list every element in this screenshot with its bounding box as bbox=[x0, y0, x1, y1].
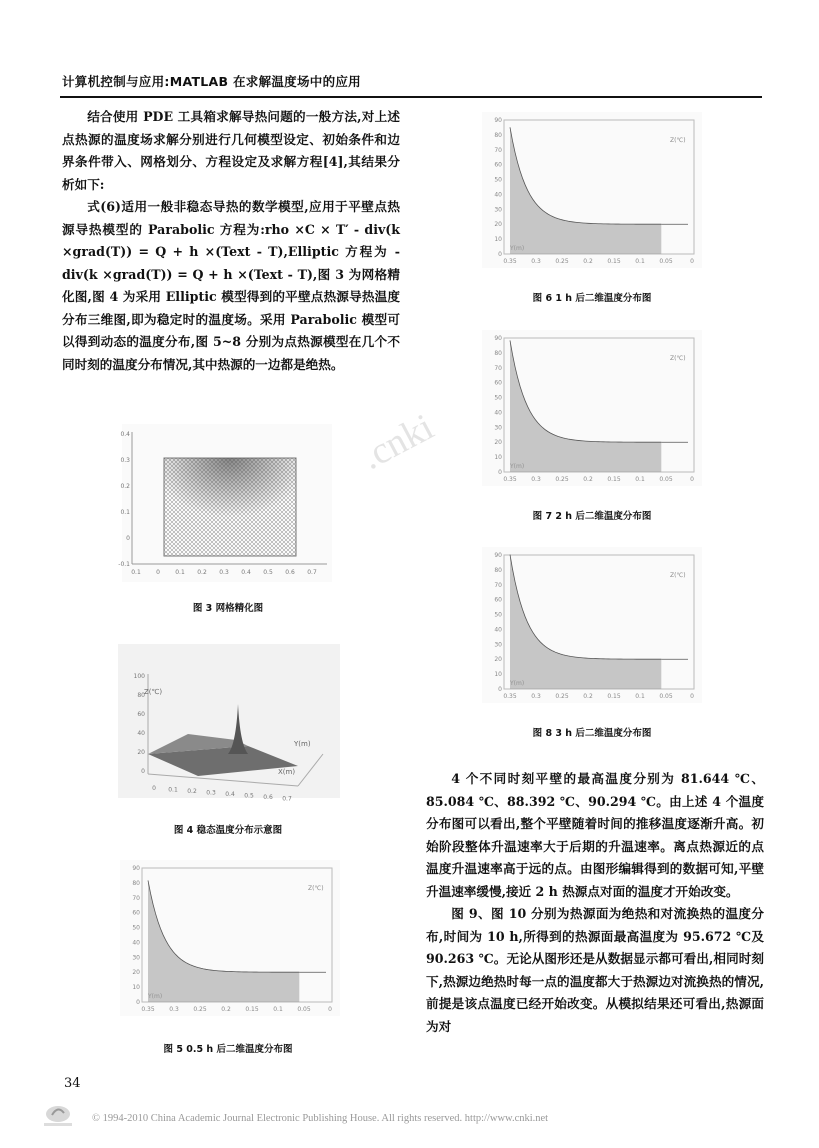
temperature-area bbox=[510, 340, 661, 472]
fig4-y-label: Y(m) bbox=[294, 740, 311, 748]
x-tick-label: 0 bbox=[690, 693, 694, 700]
x-tick-label: 0 bbox=[690, 258, 694, 265]
running-header: 计算机控制与应用:MATLAB 在求解温度场中的应用 bbox=[62, 74, 361, 89]
x-tick-label: 0.35 bbox=[141, 1006, 155, 1013]
y-tick-label: 0.3 bbox=[120, 457, 130, 464]
x-tick-label: 0.7 bbox=[307, 569, 317, 576]
y-tick-label: 0 bbox=[498, 469, 502, 476]
y-tick-label: 50 bbox=[494, 611, 502, 619]
x-tick-label: 0.05 bbox=[659, 258, 673, 265]
y-tick-label: 70 bbox=[132, 894, 140, 902]
z-tick-label: 40 bbox=[137, 730, 145, 737]
y-tick-label: 50 bbox=[494, 394, 502, 402]
watermark: .cnki bbox=[354, 405, 441, 479]
right-column-text bbox=[426, 768, 764, 1038]
x-tick-label: 0.5 bbox=[244, 792, 254, 800]
x-tick-label: 0.15 bbox=[245, 1006, 259, 1013]
y-tick-label: 40 bbox=[494, 409, 502, 417]
x-tick-label: 0.05 bbox=[659, 476, 673, 483]
x-tick-label: 0.1 bbox=[635, 258, 645, 265]
x-tick-label: 0 bbox=[690, 476, 694, 483]
y-tick-label: 60 bbox=[494, 596, 502, 604]
cnki-logo-icon bbox=[40, 1103, 76, 1129]
y-tick-label: 90 bbox=[494, 335, 502, 342]
y-tick-label: 60 bbox=[494, 161, 502, 169]
y-tick-label: 0 bbox=[498, 686, 502, 693]
y-tick-label: 90 bbox=[494, 552, 502, 559]
y-axis-label: Z(℃) bbox=[670, 572, 686, 579]
temperature-area bbox=[510, 555, 661, 689]
y-tick-label: 30 bbox=[494, 641, 502, 649]
y-tick-label: 10 bbox=[132, 984, 140, 992]
y-tick-label: 90 bbox=[494, 117, 502, 124]
y-tick-label: 70 bbox=[494, 146, 502, 154]
y-tick-label: 10 bbox=[494, 454, 502, 462]
y-tick-label: 30 bbox=[132, 954, 140, 962]
x-tick-label: 0.2 bbox=[221, 1006, 231, 1013]
x-tick-label: 0.3 bbox=[219, 569, 229, 576]
y-tick-label: 70 bbox=[494, 364, 502, 372]
y-tick-label: 20 bbox=[494, 221, 502, 229]
figure-7-temperature-plot bbox=[482, 330, 702, 486]
y-tick-label: 40 bbox=[494, 626, 502, 634]
x-tick-label: 0.25 bbox=[193, 1006, 207, 1013]
page-number: 34 bbox=[64, 1076, 81, 1091]
y-tick-label: 0.2 bbox=[120, 483, 130, 490]
y-tick-label: 80 bbox=[132, 879, 140, 887]
y-tick-label: 30 bbox=[494, 424, 502, 432]
x-tick-label: 0.3 bbox=[206, 789, 216, 797]
paragraph: 式(6)适用一般非稳态导热的数学模型,应用于平壁点热源导热模型的 Parabolic 方程为:rho ×C × T′ - div(k ×grad(T)) = Q + h ×(Text - T),Elliptic 方程为 - div(k ×grad(T)) = Q + h ×(Text - T),图 3 为网格精化图,图 4 为采用 Elliptic 模型得到的平壁点热源导热温度分布三维图,即为稳定时的温度场。采用 Parabolic 模型可以得到动态的温度分布,图 5~8 分别为点热源模型在几个不同时刻的温度分布情况,其中热源的一边都是绝热。 bbox=[62, 199, 400, 372]
x-tick-label: 0.25 bbox=[555, 258, 569, 265]
x-tick-label: 0.1 bbox=[175, 569, 185, 576]
x-tick-label: 0.4 bbox=[241, 569, 251, 576]
y-axis-label: Z(℃) bbox=[670, 355, 686, 362]
figure-4-3d-plot bbox=[118, 644, 340, 803]
y-tick-label: 80 bbox=[494, 566, 502, 574]
y-tick-label: 60 bbox=[132, 909, 140, 917]
x-tick-label: 0.7 bbox=[282, 795, 292, 803]
x-tick-label: 0 bbox=[328, 1006, 332, 1013]
figure-5-temperature-plot bbox=[120, 860, 340, 1016]
x-tick-label: 0.3 bbox=[169, 1006, 179, 1013]
y-tick-label: 30 bbox=[494, 206, 502, 214]
z-tick-label: 100 bbox=[133, 673, 145, 680]
y-tick-label: 20 bbox=[494, 439, 502, 447]
y-tick-label: 10 bbox=[494, 671, 502, 679]
y-tick-label: 0 bbox=[498, 251, 502, 258]
figure-6-caption: 图 6 1 h 后二维温度分布图 bbox=[532, 293, 652, 304]
y-axis-label: Z(℃) bbox=[308, 885, 324, 892]
z-tick-label: 20 bbox=[137, 749, 145, 756]
x-tick-label: 0.25 bbox=[555, 476, 569, 483]
x-tick-label: 0.15 bbox=[607, 693, 621, 700]
x-tick-label: 0.35 bbox=[503, 476, 517, 483]
temperature-area bbox=[510, 127, 661, 254]
figure-3-caption: 图 3 网格精化图 bbox=[192, 603, 264, 614]
x-tick-label: 0 bbox=[152, 785, 156, 792]
x-tick-label: 0.3 bbox=[531, 693, 541, 700]
z-tick-label: 0 bbox=[141, 768, 145, 775]
y-tick-label: 40 bbox=[494, 191, 502, 199]
y-tick-label: 80 bbox=[494, 131, 502, 139]
x-tick-label: 0.2 bbox=[583, 476, 593, 483]
paragraph: 4 个不同时刻平壁的最高温度分别为 81.644 ℃、85.084 ℃、88.392 ℃、90.294 ℃。由上述 4 个温度分布图可以看出,整个平壁随着时间的推移温度逐渐升高。初始阶段整体升温速率大于后期的升温速率。离点热源近的点温度升温速率高于远的点。由图形编辑得到的数据可知,平壁升温速率缓慢,接近 2 h 热源点对面的温度才开始改变。 bbox=[426, 771, 764, 899]
figure-3-mesh-plot bbox=[118, 424, 332, 582]
x-tick-label: 0.2 bbox=[197, 569, 207, 576]
x-tick-label: 0.5 bbox=[263, 569, 273, 576]
x-tick-label: 0.35 bbox=[503, 258, 517, 265]
paragraph: 结合使用 PDE 工具箱求解导热问题的一般方法,对上述点热源的温度场求解分别进行几何模型设定、初始条件和边界条件带入、网格划分、方程设定及求解方程[4],其结果分析如下: bbox=[62, 109, 400, 192]
y-tick-label: 50 bbox=[494, 176, 502, 184]
x-tick-label: 0.1 bbox=[168, 786, 178, 794]
figure-6-temperature-plot bbox=[482, 112, 702, 268]
x-tick-label: 0.15 bbox=[607, 258, 621, 265]
fig4-z-label: Z(℃) bbox=[144, 688, 163, 696]
figure-8-temperature-plot bbox=[482, 547, 702, 703]
x-tick-label: 0.4 bbox=[225, 791, 235, 798]
x-tick-label: 0.1 bbox=[273, 1006, 283, 1013]
temperature-area bbox=[148, 880, 299, 1002]
paragraph: 图 9、图 10 分别为热源面为绝热和对流换热的温度分布,时间为 10 h,所得到的热源面最高温度为 95.672 ℃及 90.263 ℃。无论从图形还是从数据显示都可看出,相同时刻下,热源边绝热时每一点的温度都大于热源边对流换热的情况,前提是该点温度已经开始改变。从模拟结果还可看出,热源面为对 bbox=[426, 906, 764, 1034]
x-tick-label: 0.05 bbox=[659, 693, 673, 700]
y-axis-label: Z(℃) bbox=[670, 137, 686, 144]
y-tick-label: 10 bbox=[494, 236, 502, 244]
x-tick-label: 0.15 bbox=[607, 476, 621, 483]
y-tick-label: 90 bbox=[132, 865, 140, 872]
x-tick-label: 0.1 bbox=[635, 476, 645, 483]
y-tick-label: 80 bbox=[494, 349, 502, 357]
fig4-x-label: X(m) bbox=[278, 768, 296, 776]
x-tick-label: 0.2 bbox=[583, 693, 593, 700]
figure-4-caption: 图 4 稳态温度分布示意图 bbox=[173, 825, 283, 836]
figure-8-caption: 图 8 3 h 后二维温度分布图 bbox=[532, 728, 652, 739]
y-tick-label: 40 bbox=[132, 939, 140, 947]
y-tick-label: 0 bbox=[126, 535, 130, 542]
y-tick-label: -0.1 bbox=[118, 561, 130, 568]
x-tick-label: 0.1 bbox=[635, 693, 645, 700]
x-tick-label: 0.35 bbox=[503, 693, 517, 700]
figure-7-caption: 图 7 2 h 后二维温度分布图 bbox=[532, 511, 652, 522]
y-tick-label: 0 bbox=[136, 999, 140, 1006]
x-tick-label: 0 bbox=[156, 569, 160, 576]
z-tick-label: 80 bbox=[137, 692, 145, 699]
x-tick-label: 0.1 bbox=[131, 569, 141, 576]
header-rule bbox=[60, 96, 762, 98]
x-tick-label: 0.05 bbox=[297, 1006, 311, 1013]
x-tick-label: 0.6 bbox=[285, 569, 295, 576]
x-tick-label: 0.3 bbox=[531, 258, 541, 265]
x-tick-label: 0.2 bbox=[583, 258, 593, 265]
x-tick-label: 0.2 bbox=[187, 788, 197, 795]
y-tick-label: 70 bbox=[494, 581, 502, 589]
y-tick-label: 0.4 bbox=[120, 431, 130, 438]
x-tick-label: 0.25 bbox=[555, 693, 569, 700]
figure-5-caption: 图 5 0.5 h 后二维温度分布图 bbox=[163, 1044, 293, 1055]
z-tick-label: 60 bbox=[137, 711, 145, 718]
x-tick-label: 0.3 bbox=[531, 476, 541, 483]
y-tick-label: 50 bbox=[132, 924, 140, 932]
y-tick-label: 20 bbox=[132, 969, 140, 977]
left-column-text bbox=[62, 106, 400, 376]
copyright-footer: © 1994-2010 China Academic Journal Electronic Publishing House. All rights reserved. http://www.cnki.net bbox=[92, 1113, 549, 1124]
y-tick-label: 20 bbox=[494, 656, 502, 664]
y-tick-label: 60 bbox=[494, 379, 502, 387]
y-tick-label: 0.1 bbox=[120, 509, 130, 516]
x-tick-label: 0.6 bbox=[263, 794, 273, 801]
